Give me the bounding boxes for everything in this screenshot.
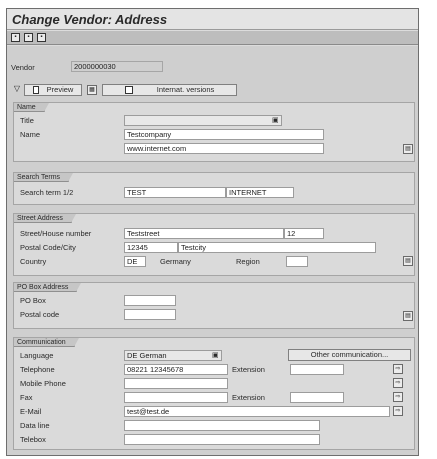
fax-extension-label: Extension	[232, 393, 265, 402]
versions-icon	[125, 86, 133, 94]
internat-versions-label: Internat. versions	[156, 85, 215, 94]
street-address-group	[13, 213, 415, 276]
save-icon[interactable]: ▪	[11, 33, 20, 42]
mobile-label: Mobile Phone	[20, 379, 66, 388]
communication-group	[13, 337, 415, 450]
postal-city-label: Postal Code/City	[20, 243, 76, 252]
preview-label: Preview	[46, 85, 74, 94]
telephone-extension-field[interactable]	[290, 364, 344, 375]
title-select[interactable]	[124, 115, 282, 126]
page-title: Change Vendor: Address	[12, 12, 168, 27]
country-field[interactable]: DE	[124, 256, 146, 267]
document-icon	[33, 86, 39, 94]
application-toolbar	[7, 31, 418, 45]
telephone-more-icon[interactable]: ⇨	[393, 364, 403, 374]
fax-label: Fax	[20, 393, 33, 402]
name-group-heading: Name	[14, 103, 45, 112]
fax-field[interactable]	[124, 392, 228, 403]
telephone-label: Telephone	[20, 365, 55, 374]
vendor-field: 2000000030	[71, 61, 163, 72]
preview-button[interactable]	[24, 84, 82, 96]
title-label: Title	[20, 116, 34, 125]
search-terms-heading: Search Terms	[14, 173, 69, 182]
telephone-field[interactable]: 08221 12345678	[124, 364, 228, 375]
internat-versions-button[interactable]	[102, 84, 237, 96]
telebox-label: Telebox	[20, 435, 46, 444]
street-address-heading: Street Address	[14, 214, 72, 223]
fax-extension-field[interactable]	[290, 392, 344, 403]
fax-more-icon[interactable]: ⇨	[393, 392, 403, 402]
telebox-field[interactable]	[124, 434, 320, 445]
house-number-field[interactable]: 12	[284, 228, 324, 239]
address-icon[interactable]: ▦	[87, 85, 97, 95]
name-field[interactable]: Testcompany	[124, 129, 324, 140]
name-group	[13, 102, 415, 162]
email-more-icon[interactable]: ⇨	[393, 406, 403, 416]
name-label: Name	[20, 130, 41, 139]
search-term-label: Search term 1/2	[20, 188, 74, 197]
info-icon[interactable]: ▪	[37, 33, 46, 42]
search-term-2-field[interactable]: INTERNET	[226, 187, 294, 198]
city-field[interactable]: Testcity	[178, 242, 376, 253]
pobox-postal-field[interactable]	[124, 309, 176, 320]
mobile-more-icon[interactable]: ⇨	[393, 378, 403, 388]
print-icon[interactable]: ▪	[24, 33, 33, 42]
region-label: Region	[236, 257, 260, 266]
app-window	[6, 8, 419, 456]
country-label: Country	[20, 257, 47, 266]
more-names-icon[interactable]: ▤	[403, 144, 413, 154]
title-dropdown-icon[interactable]: ▣	[272, 117, 279, 124]
language-label: Language	[20, 351, 54, 360]
search-term-1-field[interactable]: TEST	[124, 187, 226, 198]
pobox-more-icon[interactable]: ▤	[403, 311, 413, 321]
language-select[interactable]: DE German	[124, 350, 222, 361]
expand-icon[interactable]: ▽	[13, 84, 21, 93]
street-field[interactable]: Teststreet	[124, 228, 284, 239]
data-line-field[interactable]	[124, 420, 320, 431]
search-terms-group	[13, 172, 415, 205]
vendor-label: Vendor	[11, 63, 35, 72]
region-field[interactable]	[286, 256, 308, 267]
name2-field[interactable]: www.internet.com	[124, 143, 324, 154]
title-bar	[7, 9, 418, 30]
country-name: Germany	[160, 257, 191, 266]
email-field[interactable]: test@test.de	[124, 406, 390, 417]
email-label: E-Mail	[20, 407, 42, 416]
pobox-heading: PO Box Address	[14, 283, 77, 292]
data-line-label: Data line	[20, 421, 50, 430]
pobox-group	[13, 282, 415, 329]
pobox-label: PO Box	[20, 296, 46, 305]
pobox-postal-label: Postal code	[20, 310, 60, 319]
telephone-extension-label: Extension	[232, 365, 265, 374]
other-communication-button[interactable]: Other communication...	[288, 349, 411, 361]
postal-code-field[interactable]: 12345	[124, 242, 178, 253]
street-label: Street/House number	[20, 229, 92, 238]
main-content	[7, 46, 418, 455]
street-more-icon[interactable]: ▤	[403, 256, 413, 266]
communication-heading: Communication	[14, 338, 75, 347]
language-dropdown-icon[interactable]: ▣	[212, 352, 219, 359]
pobox-field[interactable]	[124, 295, 176, 306]
mobile-field[interactable]	[124, 378, 228, 389]
